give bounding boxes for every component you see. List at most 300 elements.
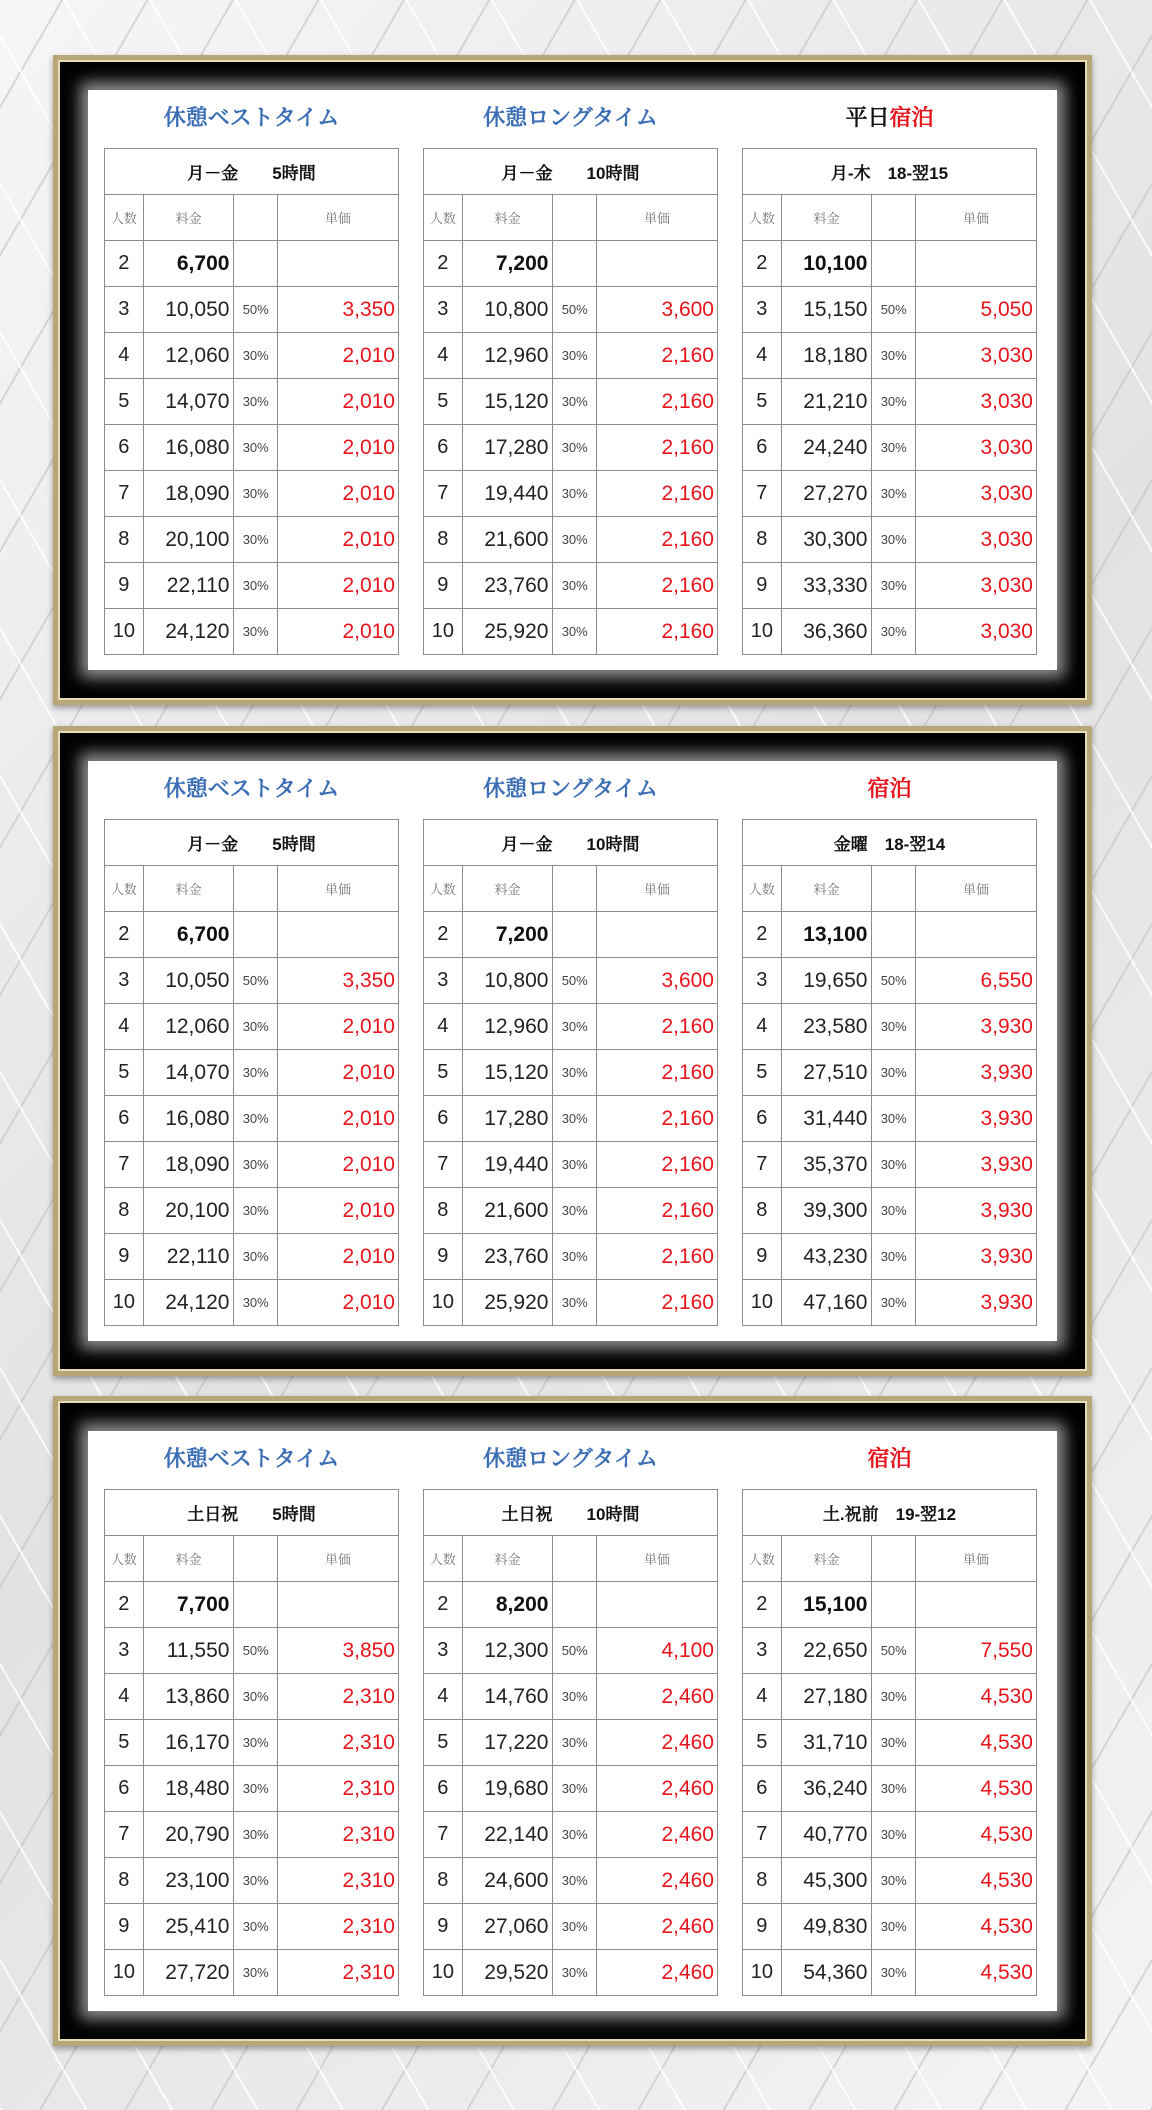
rate-header: 土.祝前 19-翌12 xyxy=(743,1490,1037,1536)
table-row xyxy=(424,241,718,287)
table-row xyxy=(743,1188,1037,1234)
discount-cell: 30% xyxy=(553,1234,597,1280)
column-label-row xyxy=(743,195,1037,241)
unit-price-label: 単価 xyxy=(596,1536,717,1582)
table-row xyxy=(743,1628,1037,1674)
table-row xyxy=(743,1142,1037,1188)
table-row xyxy=(743,425,1037,471)
table-row xyxy=(743,333,1037,379)
guests-label: 人数 xyxy=(743,1536,782,1582)
table-row xyxy=(743,1766,1037,1812)
price-cell: 10,800 xyxy=(462,958,553,1004)
guest-count-cell: 2 xyxy=(105,912,144,958)
guest-count-cell: 6 xyxy=(743,1096,782,1142)
rate-header-row xyxy=(743,149,1037,195)
rate-header-row xyxy=(105,820,399,866)
unit-price-cell: 2,310 xyxy=(277,1858,398,1904)
rate-title-part: 休憩ベストタイム xyxy=(163,106,340,131)
price-cell: 31,710 xyxy=(781,1720,872,1766)
column-label-row xyxy=(424,1536,718,1582)
table-row xyxy=(743,1582,1037,1628)
unit-price-cell: 2,460 xyxy=(596,1720,717,1766)
discount-cell: 30% xyxy=(553,1280,597,1326)
guest-count-cell: 4 xyxy=(424,1674,463,1720)
rate-header-row xyxy=(105,1490,399,1536)
table-row xyxy=(743,241,1037,287)
table-row xyxy=(424,609,718,655)
guest-count-cell: 7 xyxy=(105,1142,144,1188)
unit-price-cell: 3,930 xyxy=(915,1004,1036,1050)
price-cell: 20,100 xyxy=(143,517,234,563)
guest-count-cell: 10 xyxy=(424,609,463,655)
table-row xyxy=(105,517,399,563)
blank-label xyxy=(553,1536,597,1582)
unit-price-cell: 2,010 xyxy=(277,471,398,517)
price-cell: 12,960 xyxy=(462,1004,553,1050)
discount-cell: 30% xyxy=(553,1720,597,1766)
price-cell: 14,760 xyxy=(462,1674,553,1720)
guest-count-cell: 10 xyxy=(424,1950,463,1996)
guest-count-cell: 7 xyxy=(105,471,144,517)
guests-label: 人数 xyxy=(105,195,144,241)
price-cell: 17,280 xyxy=(462,1096,553,1142)
discount-cell xyxy=(234,241,278,287)
table-row xyxy=(743,517,1037,563)
price-cell: 13,100 xyxy=(781,912,872,958)
rate-table xyxy=(423,148,718,655)
unit-price-cell: 2,310 xyxy=(277,1766,398,1812)
price-cell: 10,100 xyxy=(781,241,872,287)
discount-cell: 30% xyxy=(872,1234,916,1280)
table-row xyxy=(105,1142,399,1188)
blank-label xyxy=(234,866,278,912)
discount-cell: 30% xyxy=(234,1904,278,1950)
blank-label xyxy=(553,866,597,912)
price-cell: 18,180 xyxy=(781,333,872,379)
price-cell: 7,700 xyxy=(143,1582,234,1628)
guest-count-cell: 3 xyxy=(743,958,782,1004)
unit-price-cell: 3,030 xyxy=(915,333,1036,379)
unit-price-cell: 2,010 xyxy=(277,425,398,471)
table-row xyxy=(424,1050,718,1096)
unit-price-cell: 2,160 xyxy=(596,1004,717,1050)
price-cell: 24,120 xyxy=(143,1280,234,1326)
discount-cell: 30% xyxy=(234,1280,278,1326)
price-cell: 12,300 xyxy=(462,1628,553,1674)
unit-price-cell: 2,160 xyxy=(596,1142,717,1188)
unit-price-cell: 3,930 xyxy=(915,1050,1036,1096)
discount-cell: 30% xyxy=(234,333,278,379)
guest-count-cell: 2 xyxy=(424,1582,463,1628)
table-row xyxy=(424,517,718,563)
guest-count-cell: 5 xyxy=(424,1720,463,1766)
table-row xyxy=(743,1096,1037,1142)
price-cell: 8,200 xyxy=(462,1582,553,1628)
price-cell: 36,360 xyxy=(781,609,872,655)
price-cell: 17,220 xyxy=(462,1720,553,1766)
table-row xyxy=(105,958,399,1004)
rate-title-part: 休憩ベストタイム xyxy=(163,777,340,802)
unit-price-label: 単価 xyxy=(915,195,1036,241)
unit-price-cell: 3,600 xyxy=(596,287,717,333)
discount-cell: 30% xyxy=(553,333,597,379)
guest-count-cell: 5 xyxy=(743,1720,782,1766)
unit-price-cell: 3,030 xyxy=(915,517,1036,563)
unit-price-cell: 2,010 xyxy=(277,1188,398,1234)
rate-block xyxy=(742,90,1037,655)
guest-count-cell: 10 xyxy=(105,1950,144,1996)
unit-price-label: 単価 xyxy=(596,195,717,241)
discount-cell: 30% xyxy=(553,1904,597,1950)
rate-header-row xyxy=(424,149,718,195)
discount-cell: 30% xyxy=(553,1142,597,1188)
unit-price-cell: 4,530 xyxy=(915,1904,1036,1950)
price-cell: 18,480 xyxy=(143,1766,234,1812)
column-label-row xyxy=(105,1536,399,1582)
unit-price-cell: 4,530 xyxy=(915,1674,1036,1720)
guest-count-cell: 8 xyxy=(743,1188,782,1234)
discount-cell: 50% xyxy=(872,287,916,333)
unit-price-label: 単価 xyxy=(915,866,1036,912)
unit-price-cell: 3,030 xyxy=(915,563,1036,609)
guest-count-cell: 2 xyxy=(424,912,463,958)
guest-count-cell: 8 xyxy=(424,1188,463,1234)
unit-price-cell: 2,310 xyxy=(277,1904,398,1950)
guest-count-cell: 6 xyxy=(105,1096,144,1142)
rate-table xyxy=(742,148,1037,655)
guest-count-cell: 2 xyxy=(743,241,782,287)
unit-price-label: 単価 xyxy=(277,195,398,241)
guest-count-cell: 8 xyxy=(424,517,463,563)
table-row xyxy=(743,471,1037,517)
price-cell: 43,230 xyxy=(781,1234,872,1280)
table-row xyxy=(424,1720,718,1766)
blank-label xyxy=(872,195,916,241)
discount-cell: 30% xyxy=(234,1674,278,1720)
unit-price-cell: 2,160 xyxy=(596,517,717,563)
unit-price-cell xyxy=(596,1582,717,1628)
discount-cell: 30% xyxy=(872,1142,916,1188)
table-row xyxy=(424,958,718,1004)
table-row xyxy=(743,379,1037,425)
discount-cell: 30% xyxy=(553,1812,597,1858)
unit-price-cell: 2,160 xyxy=(596,471,717,517)
table-row xyxy=(743,1720,1037,1766)
price-cell: 6,700 xyxy=(143,912,234,958)
unit-price-cell: 3,930 xyxy=(915,1188,1036,1234)
discount-cell: 30% xyxy=(872,1720,916,1766)
rate-table xyxy=(104,819,399,1326)
guest-count-cell: 5 xyxy=(743,379,782,425)
rate-header: 月－金 5時間 xyxy=(105,820,399,866)
discount-cell: 50% xyxy=(872,958,916,1004)
guest-count-cell: 5 xyxy=(105,379,144,425)
price-cell: 25,410 xyxy=(143,1904,234,1950)
table-row xyxy=(743,609,1037,655)
discount-cell: 30% xyxy=(872,1766,916,1812)
price-panel xyxy=(53,726,1092,1376)
price-cell: 49,830 xyxy=(781,1904,872,1950)
price-cell: 13,860 xyxy=(143,1674,234,1720)
guest-count-cell: 5 xyxy=(105,1050,144,1096)
discount-cell: 30% xyxy=(234,517,278,563)
discount-cell: 30% xyxy=(234,1096,278,1142)
unit-price-cell: 3,930 xyxy=(915,1142,1036,1188)
unit-price-cell: 3,930 xyxy=(915,1280,1036,1326)
table-row xyxy=(424,563,718,609)
price-cell: 23,100 xyxy=(143,1858,234,1904)
discount-cell: 30% xyxy=(553,1050,597,1096)
unit-price-cell: 2,010 xyxy=(277,1280,398,1326)
price-label: 料金 xyxy=(143,195,234,241)
guests-label: 人数 xyxy=(743,866,782,912)
blank-label xyxy=(234,1536,278,1582)
discount-cell: 50% xyxy=(234,287,278,333)
table-row xyxy=(424,425,718,471)
guest-count-cell: 10 xyxy=(743,609,782,655)
guest-count-cell: 3 xyxy=(743,1628,782,1674)
table-row xyxy=(105,287,399,333)
guest-count-cell: 6 xyxy=(424,1096,463,1142)
rate-title xyxy=(742,761,1037,819)
unit-price-cell: 2,010 xyxy=(277,1142,398,1188)
table-row xyxy=(424,1904,718,1950)
price-cell: 14,070 xyxy=(143,379,234,425)
price-cell: 10,800 xyxy=(462,287,553,333)
rate-header-row xyxy=(743,820,1037,866)
unit-price-cell: 2,010 xyxy=(277,379,398,425)
price-cell: 19,680 xyxy=(462,1766,553,1812)
discount-cell xyxy=(872,912,916,958)
unit-price-cell: 4,100 xyxy=(596,1628,717,1674)
table-row xyxy=(105,1950,399,1996)
discount-cell: 30% xyxy=(553,471,597,517)
price-cell: 22,650 xyxy=(781,1628,872,1674)
discount-cell: 30% xyxy=(234,609,278,655)
unit-price-label: 単価 xyxy=(596,866,717,912)
guests-label: 人数 xyxy=(743,195,782,241)
unit-price-cell: 6,550 xyxy=(915,958,1036,1004)
table-row xyxy=(105,1096,399,1142)
table-row xyxy=(424,1812,718,1858)
unit-price-cell xyxy=(596,241,717,287)
discount-cell: 30% xyxy=(553,1766,597,1812)
guest-count-cell: 2 xyxy=(105,241,144,287)
price-cell: 29,520 xyxy=(462,1950,553,1996)
rate-header-row xyxy=(424,1490,718,1536)
rate-block xyxy=(423,90,718,655)
unit-price-cell: 2,010 xyxy=(277,333,398,379)
price-cell: 10,050 xyxy=(143,958,234,1004)
rate-block xyxy=(104,761,399,1326)
guest-count-cell: 9 xyxy=(743,1904,782,1950)
table-row xyxy=(424,1234,718,1280)
table-row xyxy=(105,1720,399,1766)
price-label: 料金 xyxy=(462,1536,553,1582)
discount-cell: 30% xyxy=(872,1096,916,1142)
discount-cell: 30% xyxy=(872,563,916,609)
discount-cell: 30% xyxy=(872,1188,916,1234)
unit-price-cell: 2,160 xyxy=(596,609,717,655)
unit-price-cell xyxy=(915,912,1036,958)
price-cell: 16,080 xyxy=(143,425,234,471)
price-label: 料金 xyxy=(462,866,553,912)
guests-label: 人数 xyxy=(424,195,463,241)
discount-cell xyxy=(553,241,597,287)
table-row xyxy=(105,912,399,958)
discount-cell: 30% xyxy=(553,563,597,609)
rate-title xyxy=(423,761,718,819)
discount-cell: 50% xyxy=(553,1628,597,1674)
discount-cell: 30% xyxy=(872,379,916,425)
unit-price-cell: 2,310 xyxy=(277,1720,398,1766)
discount-cell: 30% xyxy=(234,1720,278,1766)
price-cell: 39,300 xyxy=(781,1188,872,1234)
guests-label: 人数 xyxy=(105,1536,144,1582)
price-cell: 12,060 xyxy=(143,333,234,379)
discount-cell: 30% xyxy=(234,471,278,517)
guest-count-cell: 7 xyxy=(105,1812,144,1858)
table-row xyxy=(424,1096,718,1142)
table-row xyxy=(105,609,399,655)
price-label: 料金 xyxy=(781,1536,872,1582)
rate-title-part: 宿泊 xyxy=(889,106,934,131)
price-cell: 23,760 xyxy=(462,1234,553,1280)
guest-count-cell: 2 xyxy=(743,1582,782,1628)
discount-cell: 30% xyxy=(234,379,278,425)
discount-cell: 30% xyxy=(872,1674,916,1720)
price-cell: 7,200 xyxy=(462,241,553,287)
guest-count-cell: 8 xyxy=(743,517,782,563)
guest-count-cell: 3 xyxy=(105,287,144,333)
blank-label xyxy=(234,195,278,241)
rate-block xyxy=(104,1431,399,1996)
price-cell: 7,200 xyxy=(462,912,553,958)
table-row xyxy=(743,287,1037,333)
discount-cell: 30% xyxy=(553,425,597,471)
price-cell: 15,150 xyxy=(781,287,872,333)
unit-price-cell: 4,530 xyxy=(915,1858,1036,1904)
rate-title-part: 休憩ロングタイム xyxy=(483,106,658,131)
table-row xyxy=(743,1050,1037,1096)
blank-label xyxy=(872,866,916,912)
guest-count-cell: 6 xyxy=(424,425,463,471)
rate-title xyxy=(104,761,399,819)
rate-table xyxy=(423,819,718,1326)
column-label-row xyxy=(424,866,718,912)
table-row xyxy=(424,1582,718,1628)
table-row xyxy=(743,1904,1037,1950)
discount-cell: 30% xyxy=(872,609,916,655)
table-row xyxy=(424,1674,718,1720)
unit-price-cell: 3,030 xyxy=(915,425,1036,471)
guest-count-cell: 9 xyxy=(424,1234,463,1280)
table-row xyxy=(105,1674,399,1720)
rate-title xyxy=(104,1431,399,1489)
table-row xyxy=(105,1628,399,1674)
price-cell: 27,060 xyxy=(462,1904,553,1950)
table-row xyxy=(105,1188,399,1234)
price-cell: 23,580 xyxy=(781,1004,872,1050)
guest-count-cell: 5 xyxy=(105,1720,144,1766)
rate-title-part: 平日 xyxy=(845,106,890,131)
guest-count-cell: 6 xyxy=(743,425,782,471)
table-row xyxy=(743,958,1037,1004)
discount-cell: 30% xyxy=(553,609,597,655)
table-row xyxy=(105,1004,399,1050)
table-row xyxy=(743,1280,1037,1326)
table-row xyxy=(424,912,718,958)
discount-cell: 50% xyxy=(234,958,278,1004)
guest-count-cell: 4 xyxy=(743,1004,782,1050)
rate-title-part: 休憩ベストタイム xyxy=(163,1447,340,1472)
table-row xyxy=(743,1858,1037,1904)
unit-price-cell: 3,030 xyxy=(915,379,1036,425)
rate-title-part: 休憩ロングタイム xyxy=(483,777,658,802)
discount-cell: 30% xyxy=(553,517,597,563)
guest-count-cell: 8 xyxy=(424,1858,463,1904)
guest-count-cell: 7 xyxy=(743,1142,782,1188)
unit-price-cell: 2,310 xyxy=(277,1812,398,1858)
rate-header: 月-木 18-翌15 xyxy=(743,149,1037,195)
price-cell: 15,100 xyxy=(781,1582,872,1628)
price-cell: 31,440 xyxy=(781,1096,872,1142)
rate-title-part: 休憩ロングタイム xyxy=(483,1447,658,1472)
guest-count-cell: 2 xyxy=(105,1582,144,1628)
rate-header: 月－金 5時間 xyxy=(105,149,399,195)
table-row xyxy=(105,333,399,379)
discount-cell: 30% xyxy=(872,1004,916,1050)
guest-count-cell: 9 xyxy=(105,1234,144,1280)
table-row xyxy=(105,471,399,517)
unit-price-cell: 3,350 xyxy=(277,958,398,1004)
column-label-row xyxy=(743,1536,1037,1582)
discount-cell: 30% xyxy=(553,1858,597,1904)
price-cell: 22,140 xyxy=(462,1812,553,1858)
rate-header: 土日祝 10時間 xyxy=(424,1490,718,1536)
unit-price-cell: 2,160 xyxy=(596,379,717,425)
unit-price-cell: 2,460 xyxy=(596,1950,717,1996)
unit-price-cell: 2,460 xyxy=(596,1766,717,1812)
unit-price-cell xyxy=(277,1582,398,1628)
unit-price-cell: 2,160 xyxy=(596,1096,717,1142)
guests-label: 人数 xyxy=(424,1536,463,1582)
unit-price-cell: 2,460 xyxy=(596,1858,717,1904)
unit-price-cell: 2,010 xyxy=(277,1050,398,1096)
guest-count-cell: 3 xyxy=(105,958,144,1004)
price-cell: 30,300 xyxy=(781,517,872,563)
price-cell: 45,300 xyxy=(781,1858,872,1904)
discount-cell: 30% xyxy=(553,1188,597,1234)
column-label-row xyxy=(743,866,1037,912)
rate-header-row xyxy=(743,1490,1037,1536)
table-row xyxy=(743,1950,1037,1996)
price-label: 料金 xyxy=(143,866,234,912)
guest-count-cell: 5 xyxy=(424,1050,463,1096)
table-row xyxy=(424,1858,718,1904)
table-row xyxy=(105,1904,399,1950)
price-cell: 19,440 xyxy=(462,471,553,517)
guest-count-cell: 8 xyxy=(105,1858,144,1904)
discount-cell: 30% xyxy=(234,563,278,609)
discount-cell: 30% xyxy=(872,1950,916,1996)
discount-cell: 30% xyxy=(872,333,916,379)
table-row xyxy=(424,379,718,425)
guest-count-cell: 7 xyxy=(743,471,782,517)
price-cell: 24,600 xyxy=(462,1858,553,1904)
unit-price-cell: 2,160 xyxy=(596,1234,717,1280)
discount-cell: 30% xyxy=(234,1766,278,1812)
